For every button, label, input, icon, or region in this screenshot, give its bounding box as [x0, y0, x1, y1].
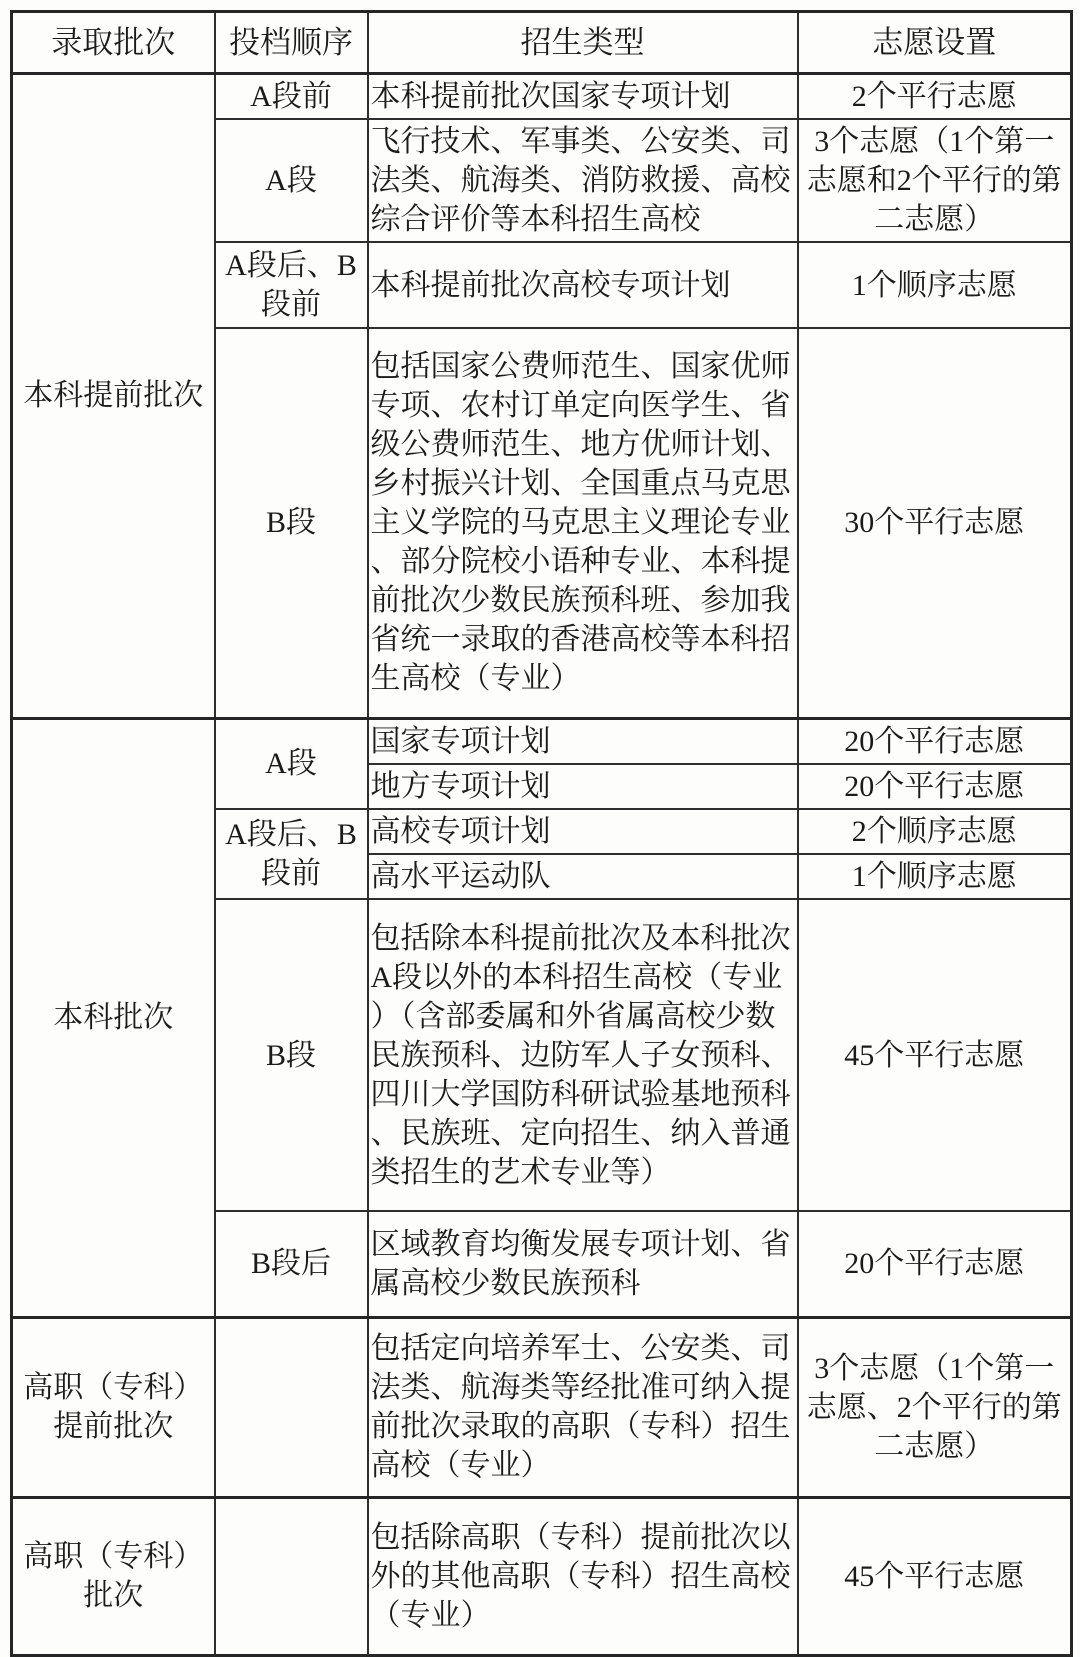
cell-order: A段前 [215, 74, 368, 120]
header-batch: 录取批次 [12, 12, 215, 74]
cell-type: 本科提前批次高校专项计划 [368, 242, 798, 328]
cell-type: 包括除本科提前批次及本科批次A段以外的本科招生高校（专业）（含部委属和外省属高校少数民族预科、边防军人子女预科、四川大学国防科研试验基地预科、民族班、定向招生、纳入普通类招生的艺术专业等） [368, 899, 798, 1211]
cell-volunteer: 2个平行志愿 [798, 74, 1072, 120]
cell-type: 包括定向培养军士、公安类、司法类、航海类等经批准可纳入提前批次录取的高职（专科）招生高校（专业） [368, 1317, 798, 1497]
cell-order: A段 [215, 718, 368, 809]
cell-order: B段后 [215, 1211, 368, 1317]
cell-order: A段 [215, 119, 368, 242]
cell-volunteer: 45个平行志愿 [798, 899, 1072, 1211]
cell-order [215, 1317, 368, 1497]
cell-volunteer: 1个顺序志愿 [798, 854, 1072, 899]
cell-volunteer: 45个平行志愿 [798, 1497, 1072, 1655]
header-type: 招生类型 [368, 12, 798, 74]
cell-volunteer: 20个平行志愿 [798, 764, 1072, 809]
header-order: 投档顺序 [215, 12, 368, 74]
cell-order: B段 [215, 899, 368, 1211]
cell-type: 本科提前批次国家专项计划 [368, 74, 798, 120]
cell-volunteer: 20个平行志愿 [798, 718, 1072, 764]
cell-order: A段后、B段前 [215, 809, 368, 899]
cell-order: A段后、B段前 [215, 242, 368, 328]
cell-type: 地方专项计划 [368, 764, 798, 809]
table-row [12, 1317, 1072, 1497]
cell-batch: 高职（专科）提前批次 [12, 1317, 215, 1497]
cell-type: 高校专项计划 [368, 809, 798, 854]
cell-order: B段 [215, 328, 368, 718]
cell-volunteer: 20个平行志愿 [798, 1211, 1072, 1317]
cell-type: 包括除高职（专科）提前批次以外的其他高职（专科）招生高校（专业） [368, 1497, 798, 1655]
admission-batch-table [10, 10, 1073, 1657]
cell-volunteer: 2个顺序志愿 [798, 809, 1072, 854]
cell-order [215, 1497, 368, 1655]
cell-type: 高水平运动队 [368, 854, 798, 899]
cell-type: 区域教育均衡发展专项计划、省属高校少数民族预科 [368, 1211, 798, 1317]
cell-batch: 高职（专科）批次 [12, 1497, 215, 1655]
cell-volunteer: 3个志愿（1个第一志愿和2个平行的第二志愿） [798, 119, 1072, 242]
cell-batch: 本科提前批次 [12, 74, 215, 719]
header-row [12, 12, 1072, 74]
table-row [12, 74, 1072, 120]
cell-volunteer: 1个顺序志愿 [798, 242, 1072, 328]
cell-volunteer: 3个志愿（1个第一志愿、2个平行的第二志愿） [798, 1317, 1072, 1497]
table-row [12, 718, 1072, 764]
cell-volunteer: 30个平行志愿 [798, 328, 1072, 718]
table-row [12, 1497, 1072, 1655]
cell-batch: 本科批次 [12, 718, 215, 1317]
cell-type: 飞行技术、军事类、公安类、司法类、航海类、消防救援、高校综合评价等本科招生高校 [368, 119, 798, 242]
cell-type: 国家专项计划 [368, 718, 798, 764]
header-volunteer: 志愿设置 [798, 12, 1072, 74]
cell-type: 包括国家公费师范生、国家优师专项、农村订单定向医学生、省级公费师范生、地方优师计划、乡村振兴计划、全国重点马克思主义学院的马克思主义理论专业、部分院校小语种专业、本科提前批次少数民族预科班、参加我省统一录取的香港高校等本科招生高校（专业） [368, 328, 798, 718]
